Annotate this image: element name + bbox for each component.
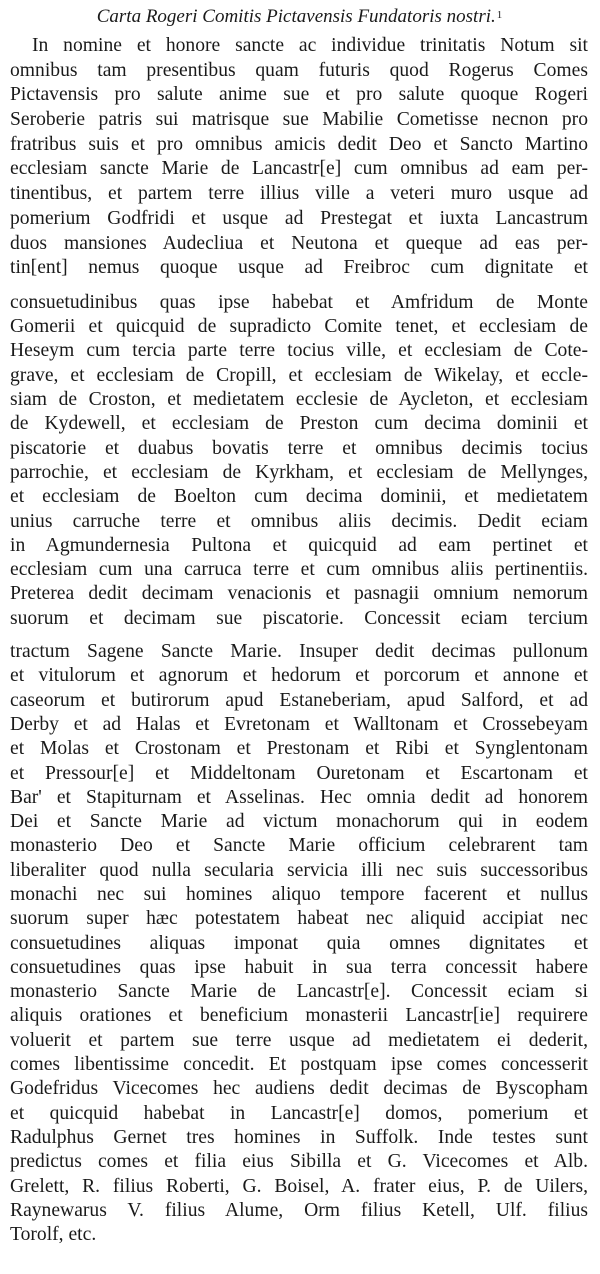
text-line: in Agmundernesia Pultona et quicquid ad eam pertinet et: [10, 534, 588, 556]
text-line: tractum Sagene Sancte Marie. Insuper dedit decimas pullonum: [10, 641, 588, 663]
text-line: consuetudines quas ipse habuit in sua terra concessit habere: [10, 956, 588, 978]
text-line: duos mansiones Audecliua et Neutona et queque ad eas per-: [10, 232, 588, 254]
text-line: Dei et Sancte Marie ad victum monachorum qui in eodem: [10, 811, 588, 833]
text-line: Godefridus Vicecomes hec audiens dedit decimas de Byscopham: [10, 1078, 588, 1100]
text-line: et Molas et Crostonam et Prestonam et Ribi et Synglentonam: [10, 738, 588, 760]
text-line: Bar' et Stapiturnam et Asselinas. Hec omnia dedit ad honorem: [10, 786, 588, 808]
text-line: et ecclesiam de Boelton cum decima dominii, et medietatem: [10, 486, 588, 508]
text-line: ecclesiam sancte Marie de Lancastr[e] cum omnibus ad eam per-: [10, 158, 588, 180]
text-line: consuetudines aliquas imponat quia omnes dignitates et: [10, 932, 588, 954]
text-line: Torolf, etc.: [10, 1224, 97, 1246]
text-line: Raynewarus V. filius Alume, Orm filius Ketell, Ulf. filius: [10, 1199, 588, 1221]
text-block-3: [10, 640, 588, 1247]
text-line: Pictavensis pro salute anime sue et pro salute quoque Rogeri: [10, 84, 588, 106]
text-line: caseorum et butirorum apud Estaneberiam, apud Salford, et ad: [10, 689, 588, 711]
text-block-2: [10, 291, 588, 631]
text-line: unius carruche terre et omnibus aliis decimis. Dedit eciam: [10, 510, 588, 532]
text-line: siam de Croston, et medietatem ecclesie de Aycleton, et ecclesiam: [10, 389, 588, 411]
text-line: pomerium Godfridi et usque ad Prestegat et iuxta Lancastrum: [10, 207, 588, 229]
text-line: Heseym cum tercia parte terre tocius ville, et ecclesiam de Cote-: [10, 340, 588, 362]
text-line: Radulphus Gernet tres homines in Suffolk. Inde testes sunt: [10, 1126, 588, 1148]
text-line: monachi nec sui homines aliquo tempore facerent et nullus: [10, 884, 588, 905]
text-line: consuetudinibus quas ipse habebat et Amfridum de Monte: [10, 291, 588, 313]
text-line: Derby et ad Halas et Evretonam et Walltonam et Crossebeyam: [10, 713, 588, 735]
text-block-1: [10, 34, 588, 281]
charter-title: [10, 0, 588, 28]
text-line: predictus comes et filia eius Sibilla et G. Vicecomes et Alb.: [10, 1151, 588, 1173]
text-line: monasterio Deo et Sancte Marie officium celebrarent tam: [10, 835, 588, 857]
text-line: piscatorie et duabus bovatis terre et omnibus decimis tocius: [10, 437, 588, 459]
text-line: ecclesiam cum una carruca terre et cum omnibus aliis pertinentiis.: [10, 559, 588, 581]
charter-title-text: Carta Rogeri Comitis Pictavensis Fundatoris nostri.: [96, 6, 496, 27]
text-line: aliquis orationes et beneficium monasterii Lancastr[ie] requirere: [10, 1005, 588, 1027]
text-line: comes libentissime concedit. Et postquam ipse comes concesserit: [10, 1054, 588, 1076]
text-line: Seroberie patris sui matrisque sue Mabilie Cometisse necnon pro: [10, 109, 588, 131]
text-line: parrochie, et ecclesiam de Kyrkham, et ecclesiam de Mellynges,: [10, 461, 588, 483]
text-line: suorum super hæc potestatem habeat nec aliquid accipiat nec: [10, 908, 588, 930]
footnote-marker: 1: [496, 9, 503, 21]
text-line: In nomine et honore sancte ac individue trinitatis Notum sit: [32, 35, 588, 56]
text-line: et quicquid habebat in Lancastr[e] domos, pomerium et: [10, 1102, 588, 1124]
text-line: et Pressour[e] et Middeltonam Ouretonam et Escartonam et: [10, 762, 588, 784]
text-line: liberaliter quod nulla secularia servicia illi nec suis successoribus: [10, 859, 588, 881]
text-line: tin[ent] nemus quoque usque ad Freibroc cum dignitate et: [10, 257, 588, 279]
text-line: et vitulorum et agnorum et hedorum et porcorum et annone et: [10, 665, 588, 687]
text-line: de Kydewell, et ecclesiam de Preston cum decima dominii et: [10, 413, 588, 435]
text-line: monasterio Sancte Marie de Lancastr[e]. Concessit eciam si: [10, 981, 588, 1003]
text-line: voluerit et partem sue terre usque ad medietatem ei dederit,: [10, 1029, 588, 1051]
text-line: grave, et ecclesiam de Cropill, et ecclesiam de Wikelay, et eccle-: [10, 364, 588, 386]
text-line: omnibus tam presentibus quam futuris quod Rogerus Comes: [10, 59, 588, 81]
text-line: tinentibus, et partem terre illius ville a veteri muro usque ad: [10, 183, 588, 205]
text-line: Grelett, R. filius Roberti, G. Boisel, A. frater eius, P. de Uilers,: [10, 1175, 588, 1197]
text-line: suorum et decimam sue piscatorie. Concessit eciam tercium: [10, 607, 588, 629]
text-line: Gomerii et quicquid de supradicto Comite tenet, et ecclesiam de: [10, 316, 588, 338]
text-line: fratribus suis et pro omnibus amicis dedit Deo et Sancto Martino: [10, 133, 588, 155]
text-line: Preterea dedit decimam venacionis et pasnagii omnium nemorum: [10, 583, 588, 605]
